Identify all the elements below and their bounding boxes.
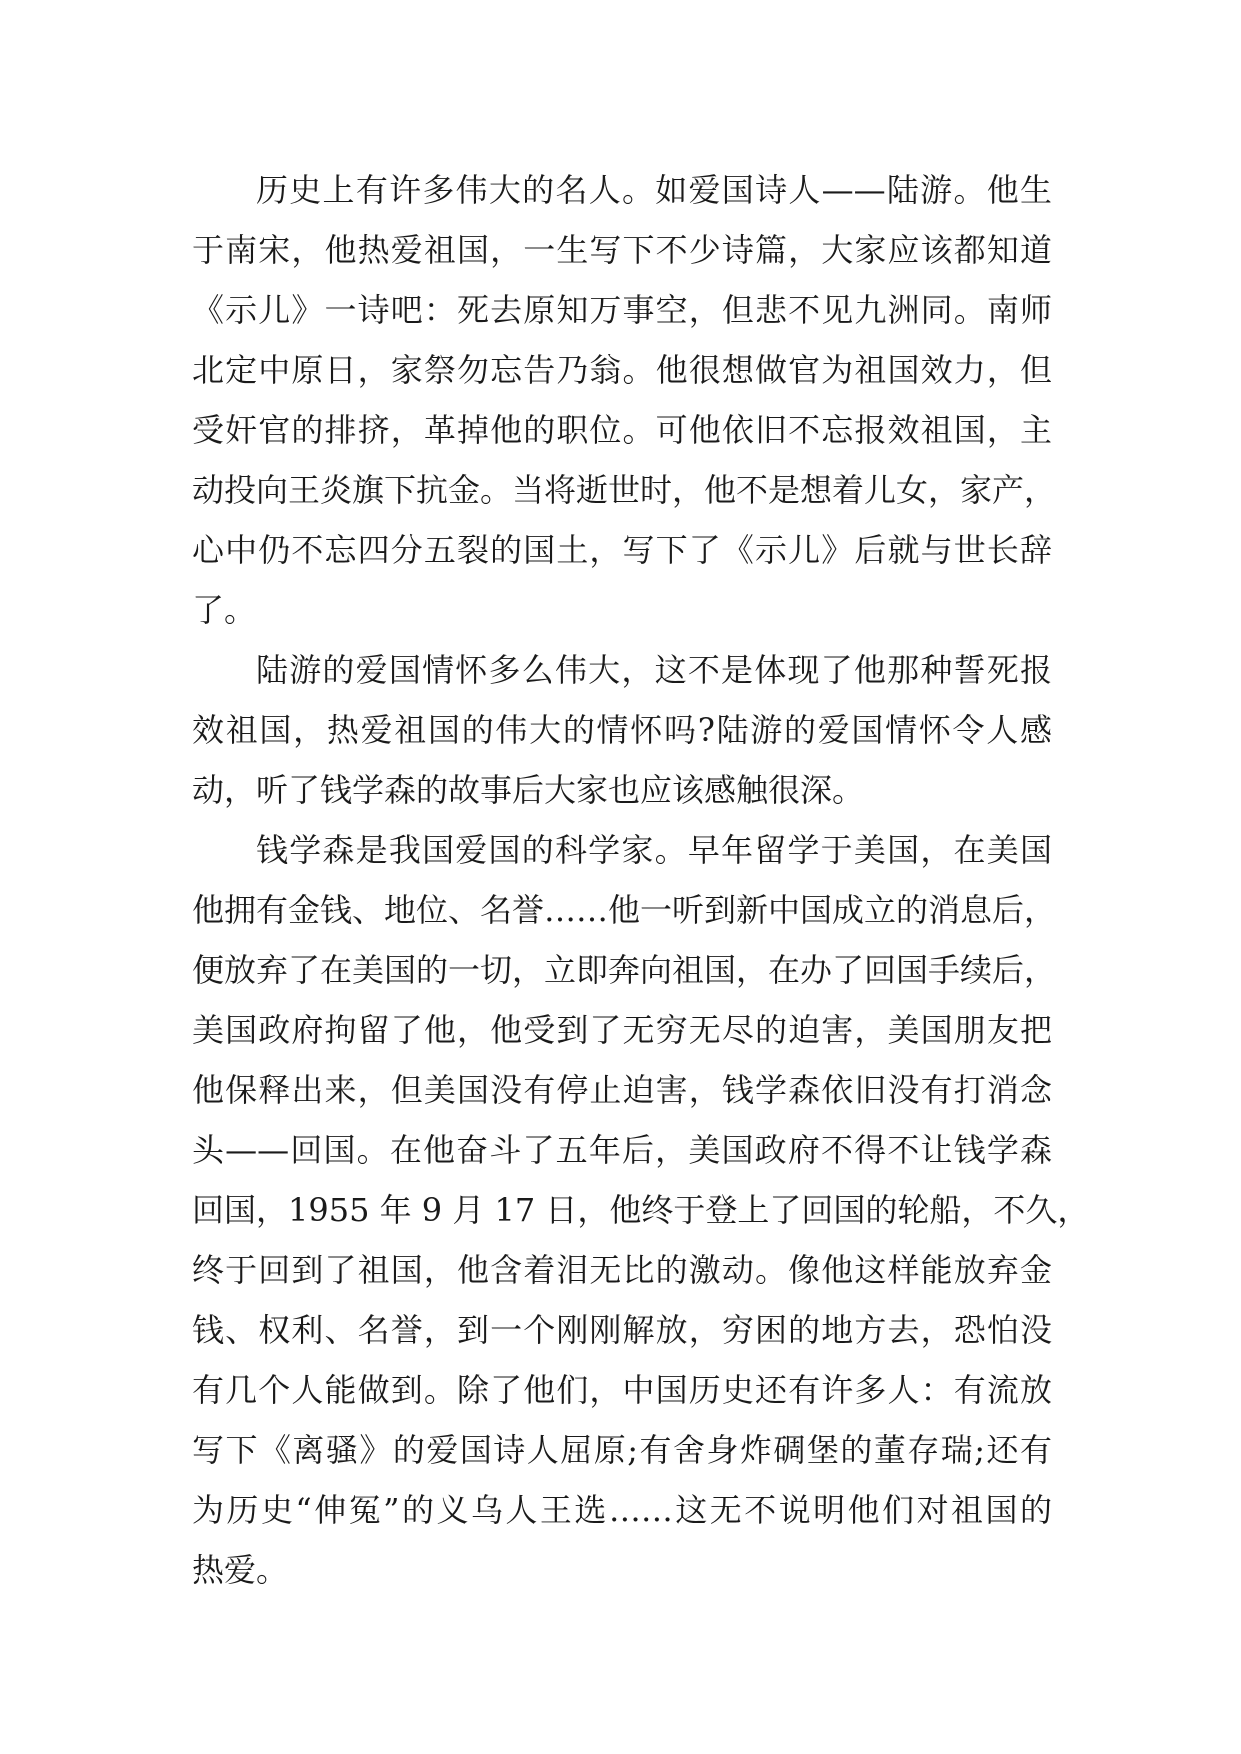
text-line: 了。 bbox=[192, 591, 257, 629]
text-line: 于南宋，他热爱祖国，一生写下不少诗篇，大家应该都知道 bbox=[192, 231, 1052, 269]
text-line: 热爱。 bbox=[192, 1551, 289, 1589]
text-line: 写下《离骚》的爱国诗人屈原;有舍身炸碉堡的董存瑞;还有 bbox=[192, 1431, 1052, 1469]
text-line: 头——回国。在他奋斗了五年后，美国政府不得不让钱学森 bbox=[192, 1131, 1052, 1169]
text-line: 效祖国，热爱祖国的伟大的情怀吗?陆游的爱国情怀令人感 bbox=[192, 711, 1052, 749]
text-line: 受奸官的排挤，革掉他的职位。可他依旧不忘报效祖国，主 bbox=[192, 411, 1052, 449]
paragraph-lu-you bbox=[192, 160, 1057, 640]
text-line: 历史上有许多伟大的名人。如爱国诗人——陆游。他生 bbox=[256, 171, 1052, 209]
text-line: 美国政府拘留了他，他受到了无穷无尽的迫害，美国朋友把 bbox=[192, 1011, 1052, 1049]
text-line: 便放弃了在美国的一切，立即奔向祖国，在办了回国手续后， bbox=[192, 951, 1057, 989]
text-line: 终于回到了祖国，他含着泪无比的激动。像他这样能放弃金 bbox=[192, 1251, 1052, 1289]
text-line: 为历史“伸冤”的义乌人王选……这无不说明他们对祖国的 bbox=[192, 1491, 1052, 1529]
text-line: 他拥有金钱、地位、名誉……他一听到新中国成立的消息后， bbox=[192, 891, 1057, 929]
text-line: 动，听了钱学森的故事后大家也应该感触很深。 bbox=[192, 771, 865, 809]
text-line: 回国，1955 年 9 月 17 日，他终于登上了回国的轮船，不久， bbox=[192, 1191, 1090, 1229]
text-line: 动投向王炎旗下抗金。当将逝世时，他不是想着儿女，家产， bbox=[192, 471, 1057, 509]
text-line: 钱学森是我国爱国的科学家。早年留学于美国，在美国 bbox=[256, 831, 1052, 869]
text-line: 《示儿》一诗吧：死去原知万事空，但悲不见九洲同。南师 bbox=[192, 291, 1052, 329]
text-line: 北定中原日，家祭勿忘告乃翁。他很想做官为祖国效力，但 bbox=[192, 351, 1052, 389]
text-line: 有几个人能做到。除了他们，中国历史还有许多人：有流放 bbox=[192, 1371, 1052, 1409]
text-line: 陆游的爱国情怀多么伟大，这不是体现了他那种誓死报 bbox=[256, 651, 1052, 689]
paragraph-qian-xuesen bbox=[192, 820, 1090, 1600]
paragraph-patriotism bbox=[192, 640, 1052, 820]
document-body bbox=[192, 160, 1090, 1600]
text-line: 心中仍不忘四分五裂的国土，写下了《示儿》后就与世长辞 bbox=[192, 531, 1052, 569]
text-line: 钱、权利、名誉，到一个刚刚解放，穷困的地方去，恐怕没 bbox=[192, 1311, 1052, 1349]
text-line: 他保释出来，但美国没有停止迫害，钱学森依旧没有打消念 bbox=[192, 1071, 1052, 1109]
